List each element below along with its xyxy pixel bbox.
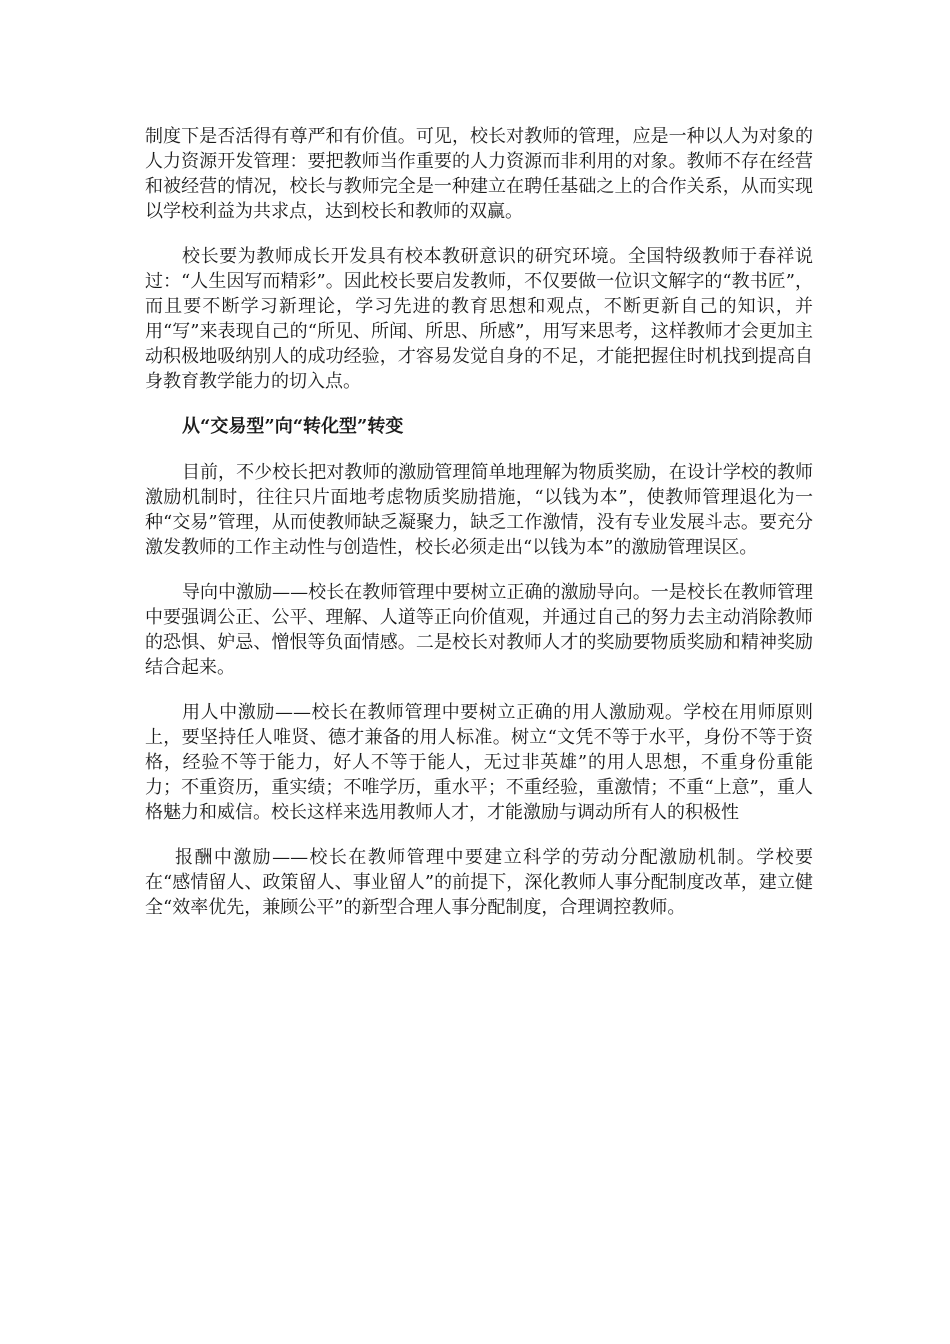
paragraph-6: 报酬中激励——校长在教师管理中要建立科学的劳动分配激励机制。学校要在“感情留人、政策留人、事业留人”的前提下，深化教师人事分配制度改革，建立健全“效率优先，兼顾公平”的新型合理人事分配制度，合理调控教师。: [145, 847, 813, 918]
paragraph-5: 用人中激励——校长在教师管理中要树立正确的用人激励观。学校在用师原则上，要坚持任人唯贤、德才兼备的用人标准。树立“文凭不等于水平，身份不等于资格，经验不等于能力，好人不等于能人，无过非英雄”的用人思想，不重身份重能力；不重资历，重实绩；不唯学历，重水平；不重经验，重激情；不重“上意”，重人格魅力和威信。校长这样来选用教师人才，才能激励与调动所有人的积极性: [145, 702, 813, 823]
document-page: [145, 124, 813, 940]
section-heading: 从“交易型”向“转化型”转变: [182, 416, 404, 437]
paragraph-4: 导向中激励——校长在教师管理中要树立正确的激励导向。一是校长在教师管理中要强调公正、公平、理解、人道等正向价值观，并通过自己的努力去主动消除教师的恐惧、妒忌、憎恨等负面情感。二是校长对教师人才的奖励要物质奖励和精神奖励结合起来。: [145, 582, 813, 678]
paragraph-3: 目前，不少校长把对教师的激励管理简单地理解为物质奖励，在设计学校的教师激励机制时，往往只片面地考虑物质奖励措施，“以钱为本”，使教师管理退化为一种“交易”管理，从而使教师缺乏凝聚力，缺乏工作激情，没有专业发展斗志。要充分激发教师的工作主动性与创造性，校长必须走出“以钱为本”的激励管理误区。: [145, 462, 813, 558]
paragraph-1: 制度下是否活得有尊严和有价值。可见，校长对教师的管理，应是一种以人为对象的人力资源开发管理：要把教师当作重要的人力资源而非利用的对象。教师不存在经营和被经营的情况，校长与教师完全是一种建立在聘任基础之上的合作关系，从而实现以学校利益为共求点，达到校长和教师的双赢。: [145, 126, 813, 222]
paragraph-2: 校长要为教师成长开发具有校本教研意识的研究环境。全国特级教师于春祥说过：“人生因写而精彩”。因此校长要启发教师，不仅要做一位识文解字的“教书匠”，而且要不断学习新理论，学习先进的教育思想和观点，不断更新自己的知识，并用“写”来表现自己的“所见、所闻、所思、所感”，用写来思考，这样教师才会更加主动积极地吸纳别人的成功经验，才容易发觉自身的不足，才能把握住时机找到提高自身教育教学能力的切入点。: [145, 246, 813, 392]
